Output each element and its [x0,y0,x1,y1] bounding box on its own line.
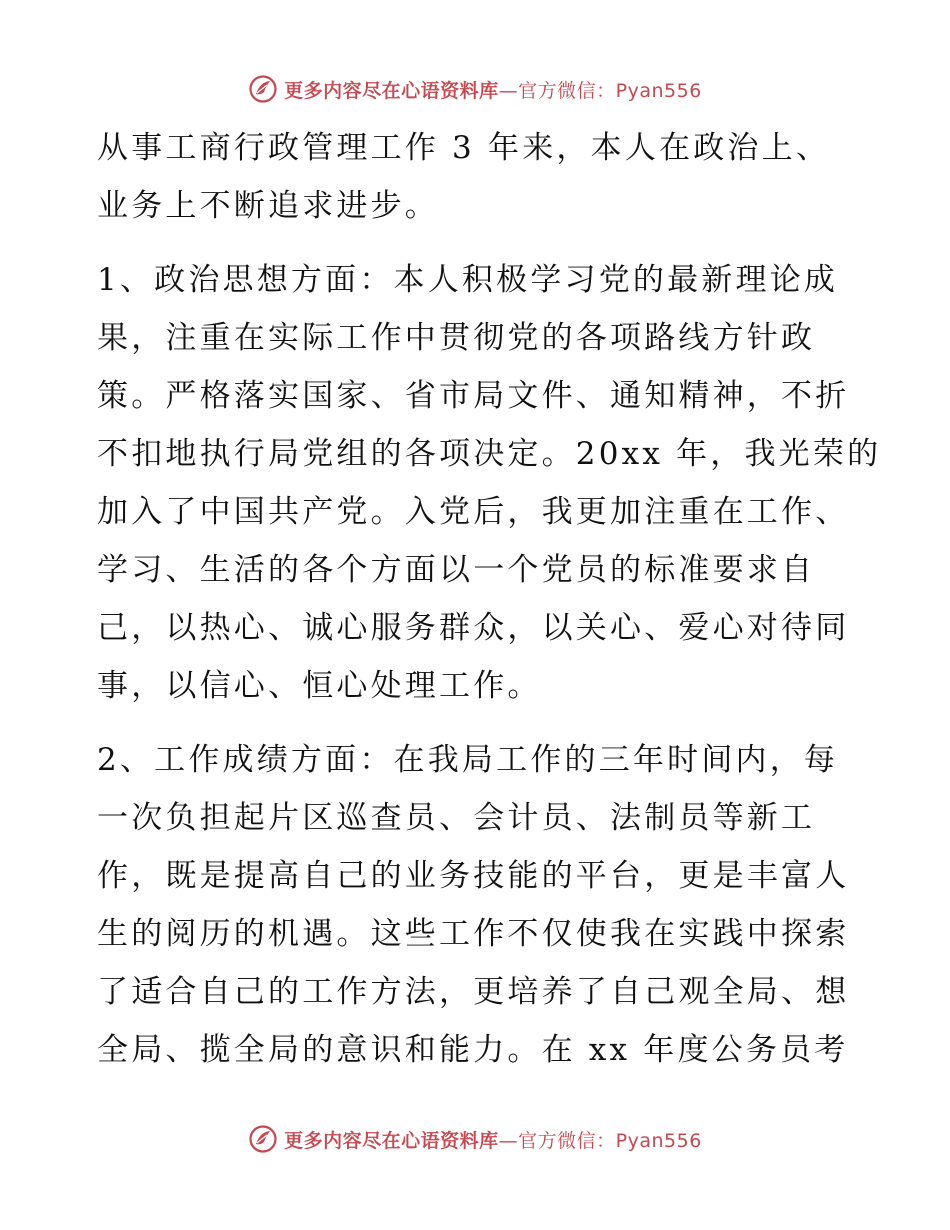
body-line: 加入了中国共产党。入党后，我更加注重在工作、 [97,494,850,530]
banner-wechat-text: 官方微信：Pyan556 [518,79,702,102]
banner-main-text: 更多内容尽在心语资料库 [284,79,499,102]
body-line: 己，以热心、诚心服务群众，以关心、爱心对待同 [97,610,850,646]
document-body [97,120,882,1120]
body-line: 策。严格落实国家、省市局文件、通知精神，不折 [97,378,850,414]
banner-main-text: 更多内容尽在心语资料库 [284,1129,499,1152]
body-line: 生的阅历的机遇。这些工作不仅使我在实践中探索 [97,916,850,952]
body-line: 全局、揽全局的意识和能力。在 xx 年度公务员考 [97,1032,849,1068]
banner-dash: — [498,79,519,102]
body-line: 果，注重在实际工作中贯彻党的各项路线方针政 [97,320,816,356]
body-line: 作，既是提高自己的业务技能的平台，更是丰富人 [97,858,850,894]
body-line: 了适合自己的工作方法，更培养了自己观全局、想 [97,974,850,1010]
banner-text [284,1126,702,1153]
body-line: 1、政治思想方面：本人积极学习党的最新理论成 [97,262,839,298]
body-line: 2、工作成绩方面：在我局工作的三年时间内，每 [97,742,839,778]
body-line: 事，以信心、恒心处理工作。 [97,668,542,704]
header-banner [0,72,950,106]
body-line: 不扣地执行局党组的各项决定。20xx 年，我光荣的 [97,436,882,472]
banner-wechat-text: 官方微信：Pyan556 [518,1129,702,1152]
body-line: 从事工商行政管理工作 3 年来，本人在政治上、 [97,130,831,166]
pen-logo-icon [248,74,278,104]
banner-text [284,76,702,103]
body-line: 一次负担起片区巡查员、会计员、法制员等新工 [97,800,816,836]
footer-banner [0,1122,950,1156]
banner-dash: — [498,1129,519,1152]
pen-logo-icon [248,1124,278,1154]
body-line: 学习、生活的各个方面以一个党员的标准要求自 [97,552,816,588]
body-line: 业务上不断追求进步。 [97,188,439,224]
